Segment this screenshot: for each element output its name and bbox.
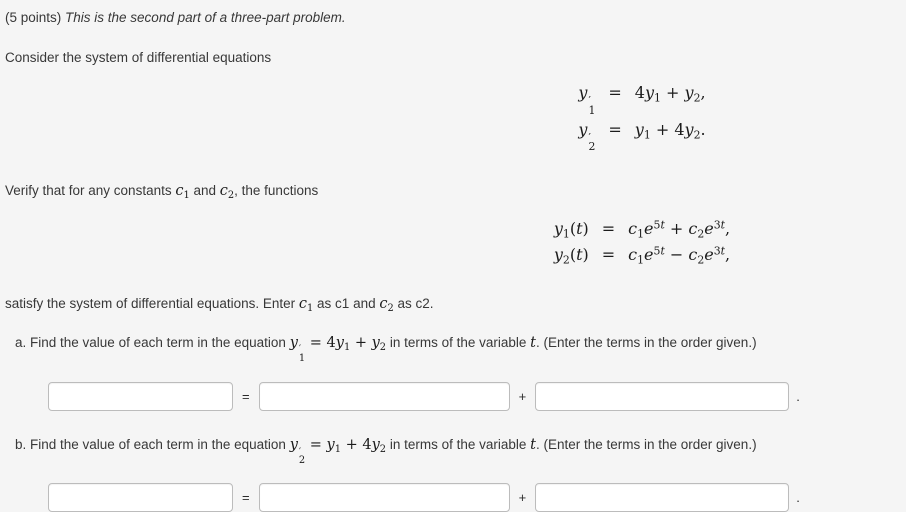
text-segment: as c1 and — [313, 296, 380, 312]
text-segment: a. Find the value of each term in the equation — [15, 335, 290, 351]
equation-lhs: $y_2(t)$ — [553, 245, 589, 267]
text-segment: . (Enter the terms in the order given.) — [535, 437, 757, 453]
satisfy-text — [5, 295, 906, 313]
emphasis-text: This is the second part of a three-part problem. — [65, 10, 346, 25]
plus-sign: + — [518, 490, 527, 506]
inline-math: t — [530, 437, 536, 454]
inline-math: y ′ 2 = $y_1 + 4y_2$ — [289, 437, 387, 467]
inline-math: $c_1$ — [298, 296, 314, 315]
part-a-question — [15, 333, 906, 364]
text-segment: and — [189, 183, 220, 199]
equation-relation: = — [608, 83, 622, 102]
inline-math: t — [530, 335, 536, 352]
inline-math: $c_2$ — [219, 183, 235, 202]
part-a-input-2[interactable] — [259, 382, 510, 411]
part-a-input-3[interactable] — [535, 382, 789, 411]
part-b-input-1[interactable] — [48, 483, 233, 512]
solution-equations — [554, 217, 730, 267]
equation-rhs: $4y_1 + y_2$, — [634, 83, 706, 105]
text-segment: in terms of the variable — [386, 437, 531, 453]
equation-lhs: y ′ 1 — [578, 83, 596, 117]
text-segment: Consider the system of differential equations — [5, 50, 272, 65]
part-b-input-2[interactable] — [259, 483, 510, 512]
part-b-question — [15, 435, 906, 466]
sentence-period: . — [796, 490, 800, 506]
text-segment: satisfy the system of differential equations. Enter — [5, 296, 299, 312]
equation-lhs: y ′ 2 — [578, 119, 596, 154]
equation-relation: = — [601, 219, 616, 239]
system-equations — [578, 81, 705, 152]
text-segment: , the functions — [234, 183, 319, 199]
part-a-answer-row — [48, 382, 906, 411]
text-segment: b. Find the value of each term in the equation — [15, 437, 290, 453]
equation-rhs: $c_1e^{5t} - c_2e^{3t}$, — [628, 244, 731, 267]
text-segment: . (Enter the terms in the order given.) — [535, 335, 757, 351]
part-a-input-1[interactable] — [48, 382, 233, 411]
problem-header — [5, 9, 906, 27]
text-segment: as c2. — [393, 296, 434, 312]
plus-sign: + — [518, 389, 527, 405]
sentence-period: . — [796, 389, 800, 405]
inline-math: y ′ 1 = $4y_1 + y_2$ — [289, 335, 387, 365]
equation-rhs: $c_1e^{5t} + c_2e^{3t}$, — [628, 218, 731, 241]
intro-text — [5, 49, 906, 67]
equation-rhs: $y_1 + 4y_2$. — [634, 119, 706, 141]
text-segment: (5 points) — [5, 10, 66, 25]
equation-relation: = — [608, 119, 622, 139]
text-segment: in terms of the variable — [386, 335, 531, 351]
inline-math: $c_1$ — [175, 183, 190, 202]
text-segment: Verify that for any constants — [5, 183, 176, 199]
inline-math: $c_2$ — [379, 296, 394, 315]
part-b-answer-row — [48, 483, 906, 512]
equals-sign: = — [242, 490, 250, 506]
part-b-input-3[interactable] — [535, 483, 789, 512]
equals-sign: = — [242, 389, 250, 405]
equation-lhs: $y_1(t)$ — [553, 219, 589, 241]
equation-relation: = — [601, 245, 616, 265]
verify-text — [5, 182, 906, 200]
